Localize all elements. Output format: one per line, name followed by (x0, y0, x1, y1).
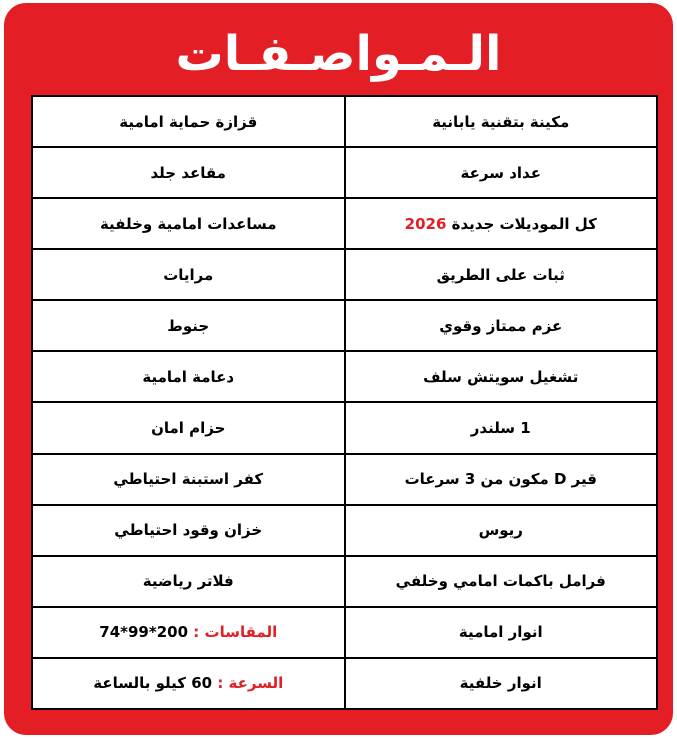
specs-card (4, 3, 673, 735)
speed-value: 60 كيلو بالساعة (93, 674, 213, 693)
table-row (32, 351, 657, 402)
spec-cell (32, 607, 345, 658)
dimensions-label: المقاسات : (193, 623, 278, 642)
spec-cell: 1 سلندر (345, 402, 658, 453)
spec-cell: عزم ممتاز وقوي (345, 300, 658, 351)
spec-cell: حزام امان (32, 402, 345, 453)
spec-cell: قير D مكون من 3 سرعات (345, 454, 658, 505)
spec-cell: فلاتر رياضية (32, 556, 345, 607)
table-row (32, 147, 657, 198)
spec-cell: مساعدات امامية وخلفية (32, 198, 345, 249)
specs-table (31, 95, 658, 710)
spec-cell: فرامل باكمات امامي وخلفي (345, 556, 658, 607)
table-row (32, 198, 657, 249)
spec-cell: دعامة امامية (32, 351, 345, 402)
spec-cell: مقاعد جلد (32, 147, 345, 198)
spec-cell: مكينة بتقنية يابانية (345, 96, 658, 147)
table-row (32, 658, 657, 709)
spec-cell: مرايات (32, 249, 345, 300)
spec-cell: كفر استبنة احتياطي (32, 454, 345, 505)
spec-cell: ثبات على الطريق (345, 249, 658, 300)
page-title: الـمـواصـفـات (175, 26, 502, 82)
spec-cell: انوار امامية (345, 607, 658, 658)
spec-cell: خزان وقود احتياطي (32, 505, 345, 556)
table-row (32, 402, 657, 453)
table-row (32, 556, 657, 607)
spec-cell (32, 658, 345, 709)
spec-cell: ريوس (345, 505, 658, 556)
spec-cell: جنوط (32, 300, 345, 351)
table-row (32, 96, 657, 147)
spec-text: كل الموديلات جديدة (451, 214, 597, 233)
spec-cell: انوار خلفية (345, 658, 658, 709)
table-row (32, 454, 657, 505)
spec-cell (345, 198, 658, 249)
speed-label: السرعة : (217, 674, 284, 693)
table-row (32, 607, 657, 658)
table-row (32, 249, 657, 300)
table-row (32, 300, 657, 351)
spec-cell: عداد سرعة (345, 147, 658, 198)
table-row (32, 505, 657, 556)
spec-cell: تشغيل سويتش سلف (345, 351, 658, 402)
spec-cell: قزازة حماية امامية (32, 96, 345, 147)
model-year: 2026 (404, 214, 447, 233)
dimensions-value: 200*99*74 (99, 623, 189, 642)
